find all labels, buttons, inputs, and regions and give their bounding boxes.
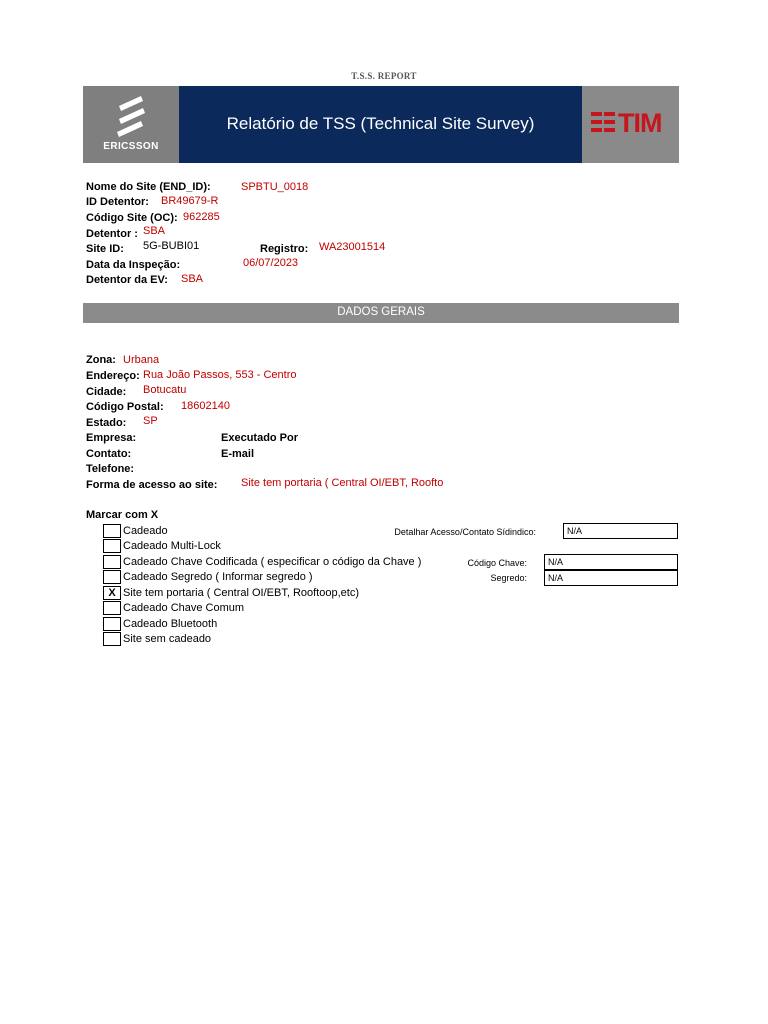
estado-label: Estado: bbox=[86, 417, 127, 429]
ericsson-e-icon bbox=[83, 86, 179, 141]
ericsson-logo-text: ERICSSON bbox=[103, 141, 159, 152]
report-title: T.S.S. REPORT bbox=[351, 71, 417, 81]
ericsson-logo bbox=[83, 86, 179, 163]
checkbox-cadeado-segredo[interactable] bbox=[103, 570, 121, 584]
codigo-chave-field[interactable]: N/A bbox=[544, 554, 678, 570]
registro-value: WA23001514 bbox=[319, 241, 386, 253]
header-title-panel bbox=[179, 86, 582, 163]
detentor-ev-value: SBA bbox=[181, 273, 204, 285]
site-id-label: Site ID: bbox=[86, 243, 124, 255]
checkbox-site-tem-portaria[interactable]: X bbox=[103, 586, 121, 600]
checkbox-cadeado-multi-lock[interactable] bbox=[103, 539, 121, 553]
checkbox-cadeado[interactable] bbox=[103, 524, 121, 538]
endereco-label: Endereço: bbox=[86, 370, 140, 382]
id-detentor-label: ID Detentor: bbox=[86, 196, 149, 208]
option-site-sem-cadeado: Site sem cadeado bbox=[123, 633, 212, 645]
detentor-ev-label: Detentor da EV: bbox=[86, 274, 168, 286]
telefone-label: Telefone: bbox=[86, 463, 135, 475]
estado-value: SP bbox=[143, 415, 158, 427]
checkbox-cadeado-chave-comum[interactable] bbox=[103, 601, 121, 615]
option-cadeado-multi-lock: Cadeado Multi-Lock bbox=[123, 540, 221, 552]
dados-gerais-section-header: DADOS GERAIS bbox=[83, 303, 679, 323]
registro-label: Registro: bbox=[260, 243, 309, 255]
forma-acesso-label: Forma de acesso ao site: bbox=[86, 479, 218, 491]
option-site-tem-portaria: Site tem portaria ( Central OI/EBT, Rooftoop,etc) bbox=[123, 587, 359, 599]
empresa-label: Empresa: bbox=[86, 432, 137, 444]
segredo-label: Segredo: bbox=[490, 573, 527, 583]
detalhar-acesso-label: Detalhar Acesso/Contato Sídindico: bbox=[394, 527, 536, 537]
cidade-label: Cidade: bbox=[86, 386, 127, 398]
detentor-value: SBA bbox=[143, 225, 166, 237]
checkbox-cadeado-bluetooth[interactable] bbox=[103, 617, 121, 631]
tim-bars-icon bbox=[591, 112, 621, 142]
option-cadeado-bluetooth: Cadeado Bluetooth bbox=[123, 618, 218, 630]
executado-por-label: Executado Por bbox=[221, 432, 299, 444]
option-cadeado: Cadeado bbox=[123, 525, 168, 537]
report-header bbox=[83, 86, 679, 163]
option-cadeado-segredo: Cadeado Segredo ( Informar segredo ) bbox=[123, 571, 313, 583]
segredo-field[interactable]: N/A bbox=[544, 570, 678, 586]
codigo-chave-label: Código Chave: bbox=[467, 558, 527, 568]
contato-label: Contato: bbox=[86, 448, 132, 460]
endereco-value: Rua João Passos, 553 - Centro bbox=[143, 369, 297, 381]
data-inspecao-label: Data da Inspeção: bbox=[86, 259, 181, 271]
id-detentor-value: BR49679-R bbox=[161, 195, 219, 207]
forma-acesso-value: Site tem portaria ( Central OI/EBT, Roofto bbox=[241, 477, 444, 489]
detentor-label: Detentor : bbox=[86, 228, 138, 240]
option-cadeado-chave-codificada: Cadeado Chave Codificada ( especificar o código da Chave ) bbox=[123, 556, 422, 568]
checkbox-site-sem-cadeado[interactable] bbox=[103, 632, 121, 646]
site-id-value: 5G-BUBI01 bbox=[143, 240, 200, 252]
zona-label: Zona: bbox=[86, 354, 116, 366]
marcar-com-x-label: Marcar com X bbox=[86, 509, 159, 521]
codigo-postal-label: Código Postal: bbox=[86, 401, 164, 413]
codigo-site-value: 962285 bbox=[183, 211, 220, 223]
detalhar-acesso-field[interactable]: N/A bbox=[563, 523, 678, 539]
codigo-postal-value: 18602140 bbox=[181, 400, 230, 412]
nome-site-label: Nome do Site (END_ID): bbox=[86, 181, 211, 193]
tim-logo bbox=[582, 86, 679, 163]
zona-value: Urbana bbox=[123, 354, 160, 366]
email-label: E-mail bbox=[221, 448, 255, 460]
checkbox-cadeado-chave-codificada[interactable] bbox=[103, 555, 121, 569]
header-title: Relatório de TSS (Technical Site Survey) bbox=[226, 114, 535, 133]
option-cadeado-chave-comum: Cadeado Chave Comum bbox=[123, 602, 245, 614]
tim-logo-text: TIM bbox=[618, 108, 662, 138]
codigo-site-label: Código Site (OC): bbox=[86, 212, 178, 224]
nome-site-value: SPBTU_0018 bbox=[241, 181, 309, 193]
cidade-value: Botucatu bbox=[143, 384, 187, 396]
data-inspecao-value: 06/07/2023 bbox=[243, 257, 299, 269]
